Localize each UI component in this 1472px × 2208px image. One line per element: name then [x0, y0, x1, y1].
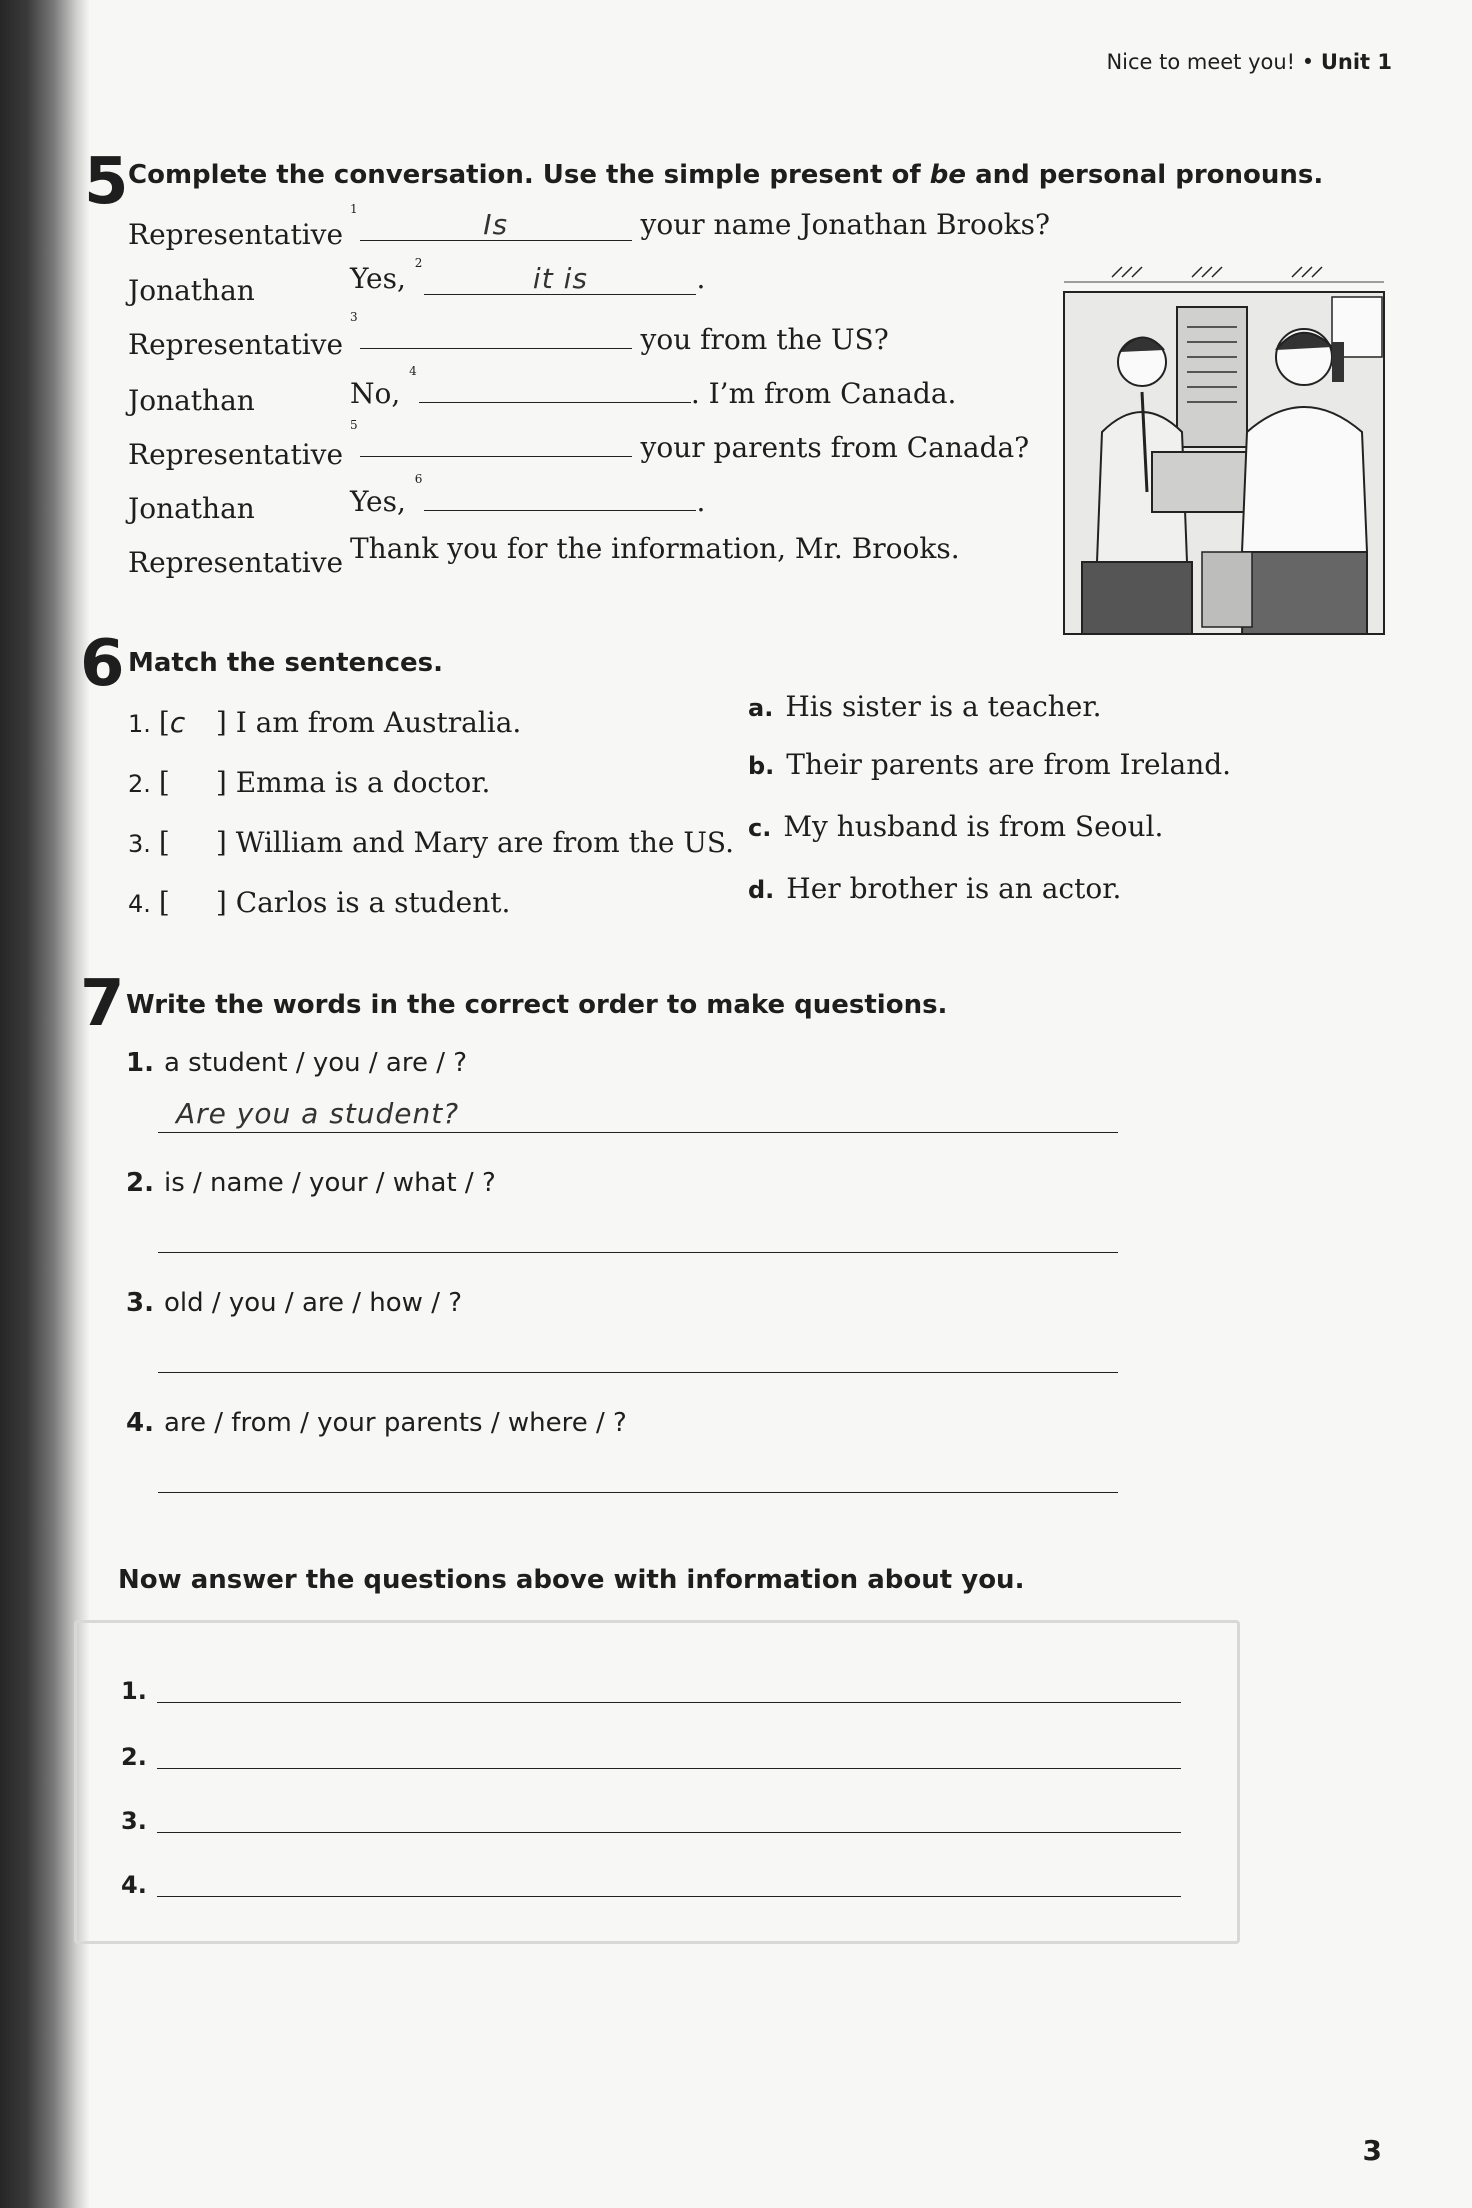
- match-item: 3. [ ] William and Mary are from the US.: [128, 826, 734, 859]
- running-header: [1106, 50, 1392, 74]
- answer-line[interactable]: [158, 1452, 1118, 1493]
- conversation-line-1: $^1$ Is your name Jonathan Brooks?: [350, 202, 1051, 241]
- conversation-line-5: $^5$ your parents from Canada?: [350, 418, 1030, 464]
- match-item: 1. [c ] I am from Australia.: [128, 706, 522, 739]
- blank-5[interactable]: [360, 424, 632, 457]
- personal-answer-row[interactable]: 2.: [121, 1741, 1181, 1775]
- personal-answer-row[interactable]: 1.: [121, 1675, 1181, 1709]
- match-option: b. Their parents are from Ireland.: [748, 748, 1232, 781]
- question-prompt: 4. are / from / your parents / where / ?: [126, 1408, 627, 1438]
- blank-4[interactable]: [419, 370, 691, 403]
- conversation-line-3: $^3$ you from the US?: [350, 310, 889, 356]
- speaker-label: Representative: [128, 546, 344, 579]
- personal-answers-box: [74, 1620, 1240, 1944]
- header-title: Nice to meet you! •: [1106, 50, 1321, 74]
- exercise-7-title: Write the words in the correct order to make questions.: [126, 990, 948, 1020]
- conversation-line-6: Yes, $^6$.: [350, 472, 706, 518]
- speaker-label: Representative: [128, 328, 344, 361]
- exercise-5-number: 5: [84, 145, 129, 219]
- header-unit: Unit 1: [1320, 50, 1392, 74]
- match-item: 4. [ ] Carlos is a student.: [128, 886, 511, 919]
- speaker-label: Jonathan: [128, 384, 255, 417]
- exercise-6-title: Match the sentences.: [128, 648, 444, 678]
- page-number: 3: [1362, 2134, 1382, 2167]
- personal-answer-row[interactable]: 3.: [121, 1805, 1181, 1839]
- question-prompt: 1. a student / you / are / ?: [126, 1048, 468, 1078]
- personal-answer-row[interactable]: 4.: [121, 1869, 1181, 1903]
- question-prompt: 3. old / you / are / how / ?: [126, 1288, 463, 1318]
- match-item: 2. [ ] Emma is a doctor.: [128, 766, 491, 799]
- exercise-5-title: Complete the conversation. Use the simple present of be and personal pronouns.: [128, 160, 1324, 190]
- match-option: c. My husband is from Seoul.: [748, 810, 1164, 843]
- call-center-illustration: [1062, 262, 1387, 637]
- speaker-label: Representative: [128, 438, 344, 471]
- blank-3[interactable]: [360, 316, 632, 349]
- match-answer-box[interactable]: c: [169, 706, 186, 739]
- exercise-6-number: 6: [80, 627, 125, 701]
- speaker-label: Jonathan: [128, 274, 255, 307]
- answer-line[interactable]: Are you a student?: [158, 1092, 1118, 1133]
- conversation-line-2: Yes, $^2$ it is .: [350, 256, 706, 295]
- blank-2[interactable]: it is: [424, 262, 696, 295]
- blank-6[interactable]: [424, 478, 696, 511]
- speaker-label: Representative: [128, 218, 344, 251]
- answer-line[interactable]: [158, 1212, 1118, 1253]
- speaker-label: Jonathan: [128, 492, 255, 525]
- match-option: a. His sister is a teacher.: [748, 690, 1102, 723]
- answer-line[interactable]: [158, 1332, 1118, 1373]
- question-prompt: 2. is / name / your / what / ?: [126, 1168, 496, 1198]
- exercise-7-number: 7: [80, 967, 125, 1041]
- conversation-line-4: No, $^4$. I’m from Canada.: [350, 364, 957, 410]
- conversation-line-7: Thank you for the information, Mr. Brooks.: [350, 532, 960, 565]
- match-option: d. Her brother is an actor.: [748, 872, 1122, 905]
- personal-answers-title: Now answer the questions above with information about you.: [118, 1565, 1025, 1595]
- blank-1[interactable]: Is: [360, 208, 632, 241]
